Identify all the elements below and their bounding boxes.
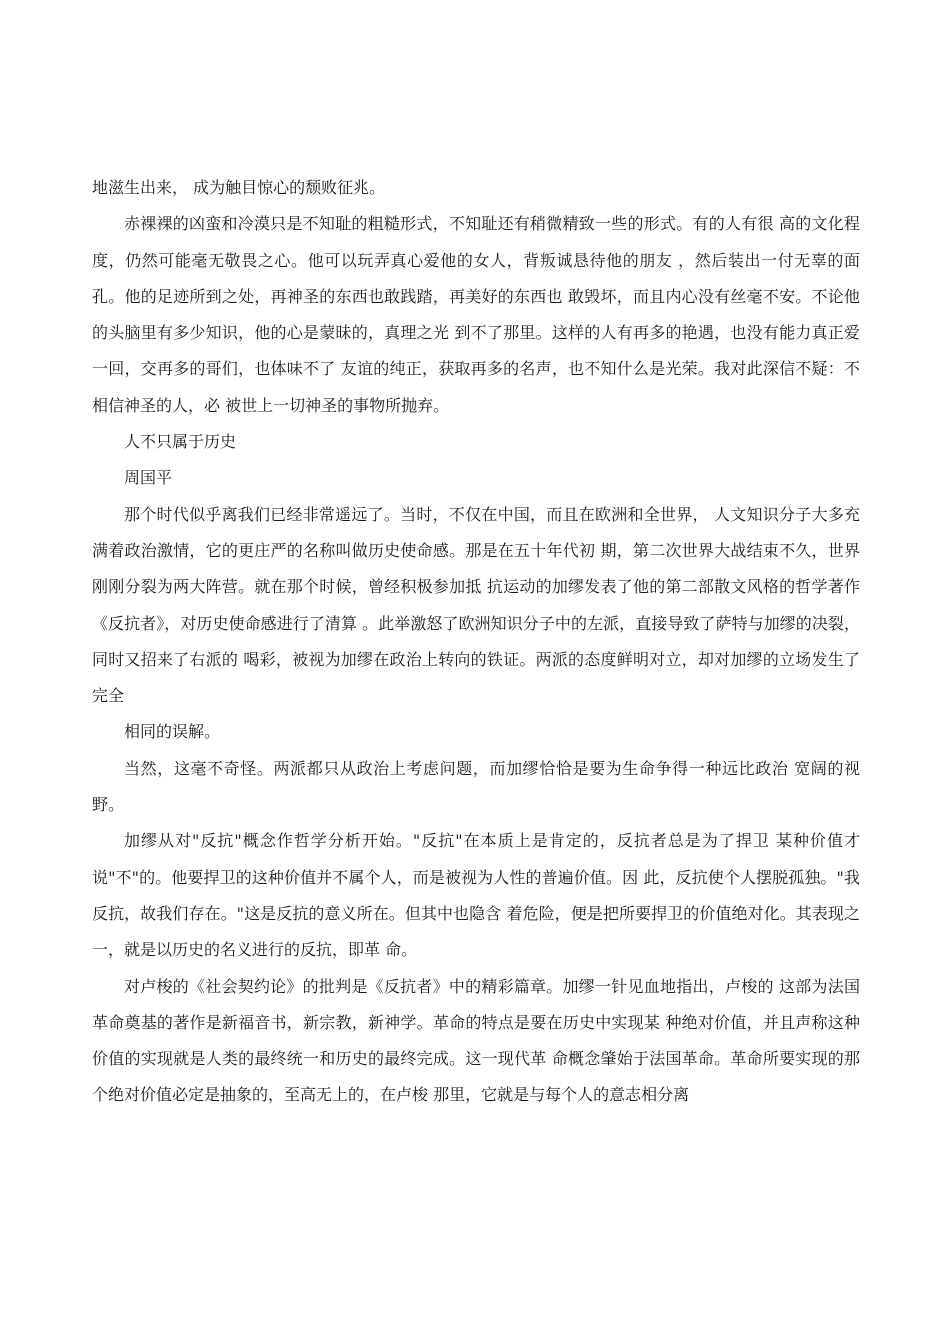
- paragraph-political-view: 当然，这毫不奇怪。两派都只从政治上考虑问题，而加缪恰恰是要为生命争得一种远比政治 宽阔的视野。: [92, 758, 860, 815]
- paragraph-shamelessness: 赤裸裸的凶蛮和冷漠只是不知耻的粗糙形式，不知耻还有稍微精致一些的形式。有的人有很 高的文化程度，仍然可能毫无敬畏之心。他可以玩弄真心爱他的女人，背叛诚恳待他的朋友 ，然后装出一付无辜的面孔。他的足迹所到之处，再神圣的东西也敢践踏，再美好的东西也 敢毁坏，而且内心没有丝毫不安。不论他的头脑里有多少知识，他的心是蒙昧的，真理之光 到不了那里。这样的人有再多的艳遇，也没有能力真正爱一回，交再多的哥们，也体味不了 友谊的纯正，获取再多的名声，也不知什么是光荣。我对此深信不疑：不相信神圣的人，必 被世上一切神圣的事物所抛弃。: [92, 214, 860, 415]
- paragraph-rousseau-critique: 对卢梭的《社会契约论》的批判是《反抗者》中的精彩篇章。加缪一针见血地指出，卢梭的 这部为法国革命奠基的著作是新福音书，新宗教，新神学。革命的特点是要在历史中实现某 种绝对价值，并且声称这种价值的实现就是人类的最终统一和历史的最终完成。这一现代革 命概念肇始于法国革命。革命所要实现的那个绝对价值必定是抽象的，至高无上的，在卢梭 那里，它就是与每个人的意志相分离: [92, 976, 860, 1105]
- paragraph-continuation: 地滋生出来， 成为触目惊心的颓败征兆。: [92, 178, 386, 197]
- article-title: 人不只属于历史: [124, 432, 237, 452]
- paragraph-historical-mission: 那个时代似乎离我们已经非常遥远了。当时，不仅在中国，而且在欧洲和全世界， 人文知识分子大多充满着政治激情，它的更庄严的名称叫做历史使命感。那是在五十年代初 期，第二次世界大战结束不久，世界刚刚分裂为两大阵营。就在那个时候，曾经积极参加抵 抗运动的加缪发表了他的第二部散文风格的哲学著作《反抗者》，对历史使命感进行了清算 。此举激怒了欧洲知识分子中的左派，直接导致了萨特与加缪的决裂，同时又招来了右派的 喝彩，被视为加缪在政治上转向的铁证。两派的态度鲜明对立，却对加缪的立场发生了完全: [92, 504, 860, 706]
- document-body: [92, 170, 860, 1114]
- article-author: 周国平: [124, 468, 173, 488]
- paragraph-rebellion-concept: 加缪从对"反抗"概念作哲学分析开始。"反抗"在本质上是肯定的，反抗者总是为了捍卫 某种价值才说"不"的。他要捍卫的这种价值并不属个人，而是被视为人性的普遍价值。因 此，反抗使个人摆脱孤独。"我反抗，故我们存在。"这是反抗的意义所在。但其中也隐含 着危险，便是把所要捍卫的价值绝对化。其表现之一，就是以历史的名义进行的反抗，即革 命。: [92, 831, 860, 960]
- paragraph-misunderstanding: 相同的误解。: [124, 722, 221, 742]
